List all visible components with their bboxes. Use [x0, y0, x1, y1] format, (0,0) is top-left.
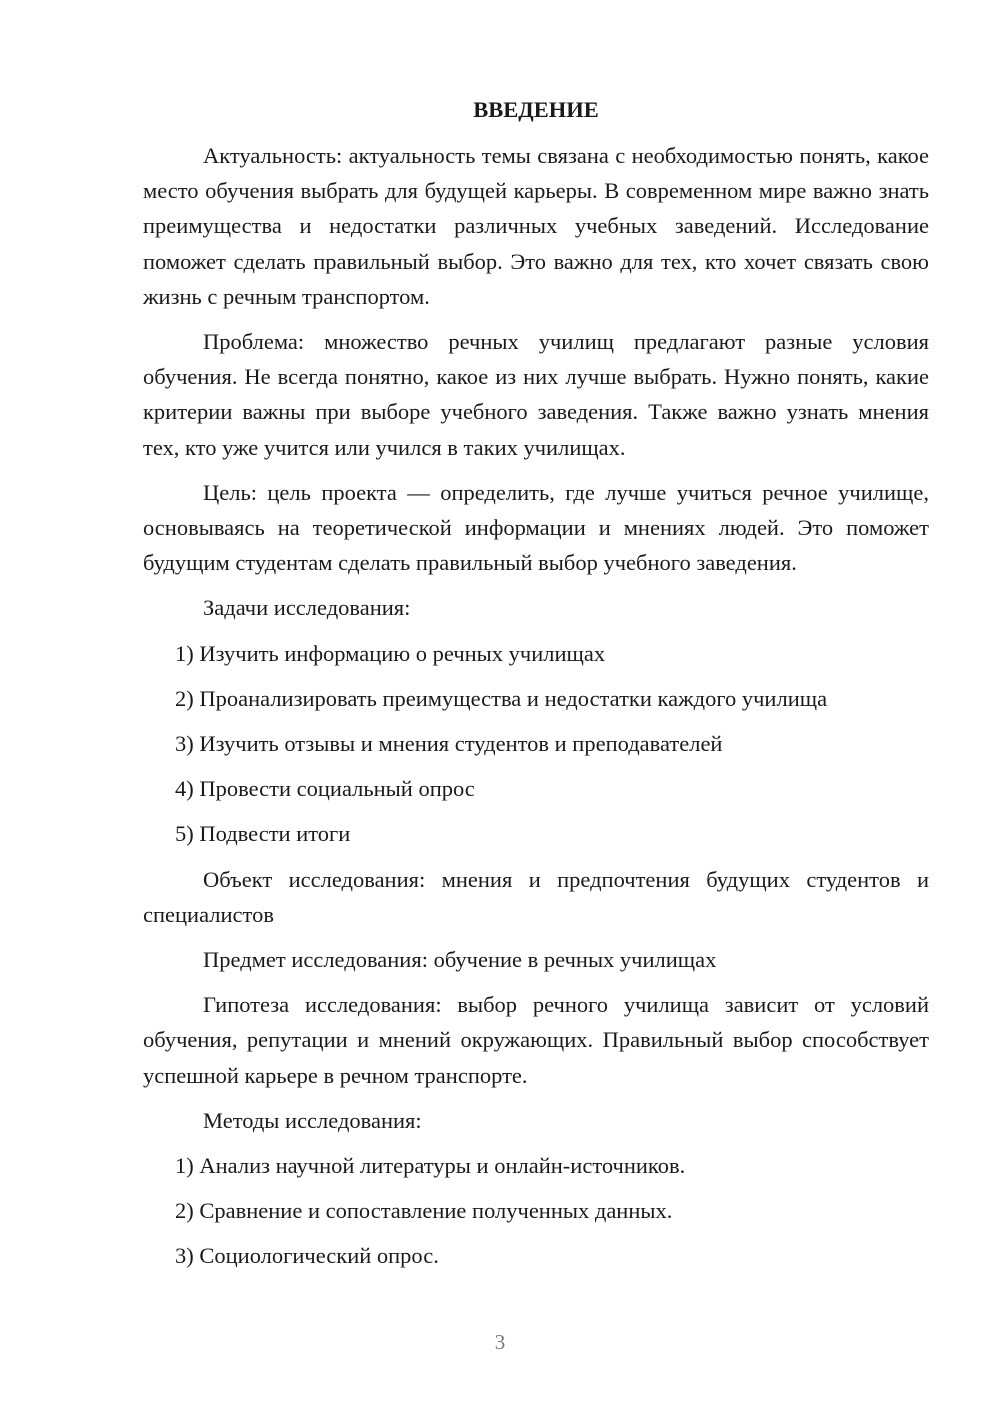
page-number: 3 [494, 1330, 506, 1354]
methods-list [143, 1148, 929, 1274]
list-item: 3) Изучить отзывы и мнения студентов и преподавателей [175, 731, 723, 757]
list-item: 2) Сравнение и сопоставление полученных данных. [175, 1198, 673, 1224]
list-item: 1) Изучить информацию о речных училищах [175, 640, 606, 666]
tasks-heading: Задачи исследования: [203, 595, 411, 621]
goal-paragraph: Цель: цель проекта — определить, где лучше учиться речное училище, основываясь на теоретической информации и мнениях людей. Это поможет будущим студентам сделать правильный выбор учебного заведения. [143, 479, 929, 576]
tasks-list [143, 636, 929, 852]
list-item: 4) Провести социальный опрос [175, 776, 475, 802]
object-paragraph: Объект исследования: мнения и предпочтения будущих студентов и специалистов [143, 866, 929, 927]
list-item: 5) Подвести итоги [175, 821, 351, 847]
relevance-paragraph: Актуальность: актуальность темы связана с необходимостью понять, какое место обучения выбрать для будущей карьеры. В современном мире важно знать преимущества и недостатки различных учебных заведений. Исследование поможет сделать правильный выбор. Это важно для тех, кто хочет связать свою жизнь с речным транспортом. [143, 143, 929, 309]
methods-heading: Методы исследования: [203, 1107, 422, 1133]
list-item: 3) Социологический опрос. [175, 1243, 439, 1269]
list-item: 1) Анализ научной литературы и онлайн-источников. [175, 1153, 686, 1179]
subject-paragraph: Предмет исследования: обучение в речных училищах [203, 947, 717, 973]
list-item: 2) Проанализировать преимущества и недостатки каждого училища [175, 685, 828, 711]
document-page [143, 92, 929, 1284]
problem-paragraph: Проблема: множество речных училищ предлагают разные условия обучения. Не всегда понятно, какое из них лучше выбрать. Нужно понять, какие критерии важны при выборе учебного заведения. Также важно узнать мнения тех, кто уже учится или учился в таких училищах. [143, 329, 929, 460]
page-title: ВВЕДЕНИЕ [473, 97, 599, 122]
hypothesis-paragraph: Гипотеза исследования: выбор речного училища зависит от условий обучения, репутации и мнений окружающих. Правильный выбор способствует успешной карьере в речном транспорте. [143, 992, 929, 1088]
